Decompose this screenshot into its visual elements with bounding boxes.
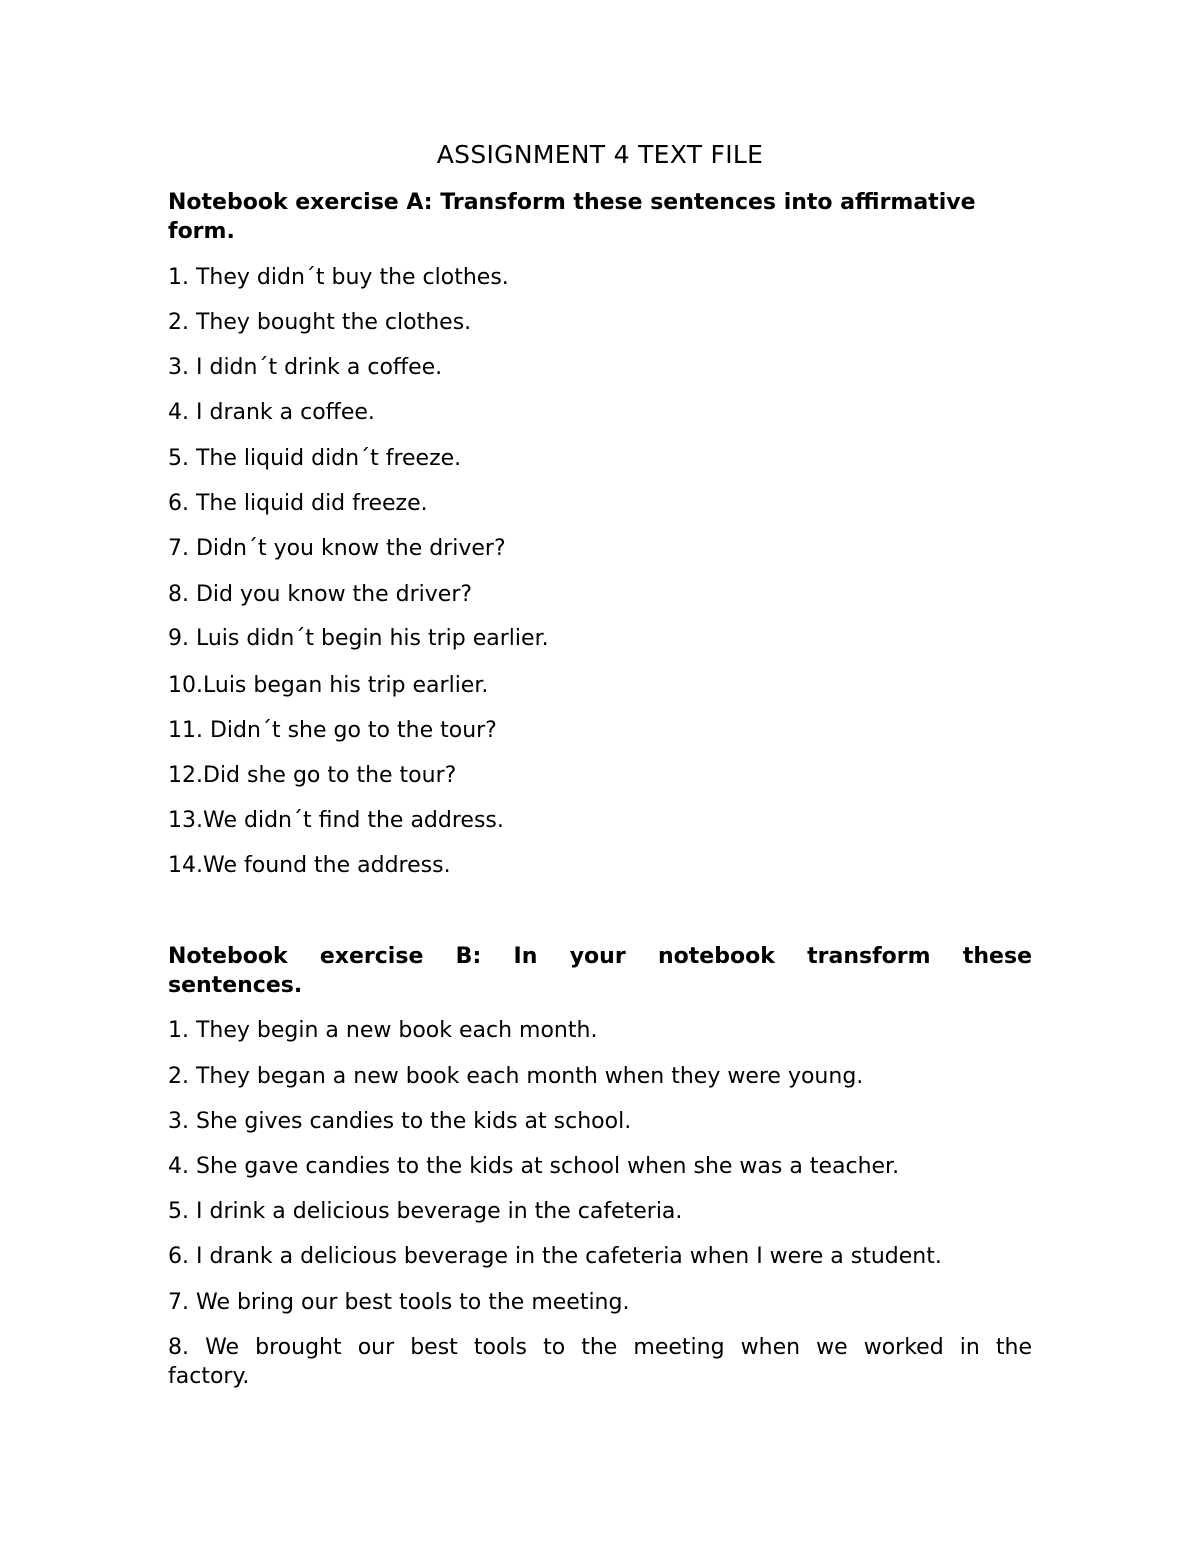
item-text: They didn´t buy the clothes.	[189, 265, 509, 290]
exercise-a-item	[168, 263, 1032, 292]
exercise-a-item	[168, 489, 1032, 518]
item-number: 2.	[168, 310, 189, 335]
exercise-a-item	[168, 308, 1032, 337]
item-number: 4.	[168, 400, 189, 425]
item-number: 9.	[168, 626, 189, 651]
item-number: 4.	[168, 1154, 189, 1179]
item-number: 8.	[168, 582, 189, 607]
item-text: We found the address.	[203, 853, 451, 878]
exercise-b-heading-line1: Notebook exercise B: In your notebook transform these	[168, 944, 1032, 969]
exercise-a-heading-line2: form.	[168, 219, 235, 244]
item-text: Didn´t she go to the tour?	[203, 718, 497, 743]
item-number: 11.	[168, 718, 203, 743]
exercise-b-item	[168, 1197, 1032, 1226]
item-number: 14.	[168, 853, 203, 878]
item-number: 1.	[168, 1018, 189, 1043]
exercise-b-item	[168, 1288, 1032, 1317]
exercise-a-item	[168, 671, 1032, 700]
item-text: She gave candies to the kids at school when she was a teacher.	[189, 1154, 900, 1179]
exercise-a-item	[168, 353, 1032, 382]
exercise-b-item	[168, 1333, 1032, 1391]
item-text: Did she go to the tour?	[203, 763, 457, 788]
item-number: 13.	[168, 808, 203, 833]
item-text-line1	[168, 1333, 1032, 1362]
exercise-a-item	[168, 444, 1032, 473]
item-number: 5.	[168, 1199, 189, 1224]
exercise-a-item	[168, 398, 1032, 427]
item-number: 6.	[168, 1244, 189, 1269]
exercise-a-item	[168, 806, 1032, 835]
item-text: Did you know the driver?	[189, 582, 473, 607]
item-text: I drank a coffee.	[189, 400, 375, 425]
item-text: We bring our best tools to the meeting.	[189, 1290, 630, 1315]
exercise-b-item	[168, 1062, 1032, 1091]
item-text: Luis began his trip earlier.	[203, 673, 489, 698]
item-text: We brought our best tools to the meeting when we worked in the	[189, 1335, 1032, 1360]
item-number: 3.	[168, 1109, 189, 1134]
exercise-b-item	[168, 1152, 1032, 1181]
item-number: 10.	[168, 673, 203, 698]
exercise-b-item	[168, 1242, 1032, 1271]
item-text: The liquid did freeze.	[189, 491, 428, 516]
exercise-a-item	[168, 851, 1032, 880]
item-text: They began a new book each month when they were young.	[189, 1064, 864, 1089]
item-text: I didn´t drink a coffee.	[189, 355, 443, 380]
exercise-a-item	[168, 580, 1032, 609]
exercise-b-item	[168, 1107, 1032, 1136]
item-text: We didn´t find the address.	[203, 808, 504, 833]
item-text: Didn´t you know the driver?	[189, 536, 506, 561]
exercise-b-item	[168, 1016, 1032, 1045]
item-number: 7.	[168, 1290, 189, 1315]
exercise-a-item	[168, 534, 1032, 563]
item-number: 12.	[168, 763, 203, 788]
item-number: 8.	[168, 1335, 189, 1360]
item-text: They begin a new book each month.	[189, 1018, 598, 1043]
item-number: 2.	[168, 1064, 189, 1089]
item-number: 7.	[168, 536, 189, 561]
item-text: She gives candies to the kids at school.	[189, 1109, 632, 1134]
exercise-a-item	[168, 624, 1032, 653]
item-text: They bought the clothes.	[189, 310, 472, 335]
exercise-a-heading	[168, 188, 1032, 246]
exercise-b-heading	[168, 942, 1032, 1000]
item-text: I drank a delicious beverage in the cafeteria when I were a student.	[189, 1244, 942, 1269]
item-number: 3.	[168, 355, 189, 380]
item-text: The liquid didn´t freeze.	[189, 446, 462, 471]
exercise-b-heading-line2: sentences.	[168, 973, 303, 998]
item-number: 6.	[168, 491, 189, 516]
exercise-a-item	[168, 716, 1032, 745]
exercise-a-item	[168, 761, 1032, 790]
exercise-a-heading-line1: Notebook exercise A: Transform these sentences into affirmative	[168, 190, 976, 215]
item-text-line2: factory.	[168, 1364, 250, 1389]
item-text: Luis didn´t begin his trip earlier.	[189, 626, 549, 651]
item-text: I drink a delicious beverage in the cafeteria.	[189, 1199, 683, 1224]
item-number: 5.	[168, 446, 189, 471]
document-title: ASSIGNMENT 4 TEXT FILE	[436, 140, 764, 169]
item-number: 1.	[168, 265, 189, 290]
